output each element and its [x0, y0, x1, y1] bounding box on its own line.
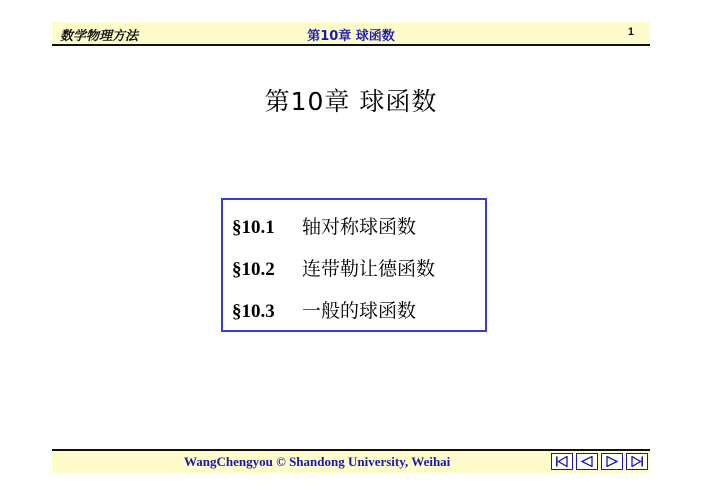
contents-item[interactable] [232, 213, 416, 241]
section-title: 一般的球函数 [302, 300, 417, 322]
section-number: §10.2 [232, 259, 275, 280]
first-page-icon [554, 456, 570, 467]
last-page-button[interactable] [626, 453, 648, 470]
slide-title: 第10章 球函数 [264, 87, 438, 116]
contents-box [221, 198, 487, 332]
nav-buttons [551, 453, 648, 470]
footer-bar [52, 449, 650, 473]
section-number: §10.3 [232, 301, 275, 322]
previous-page-button[interactable] [576, 453, 598, 470]
next-page-button[interactable] [601, 453, 623, 470]
page-number: 1 [627, 26, 634, 38]
course-name: 数学物理方法 [60, 28, 139, 43]
section-title: 连带勒让德函数 [302, 258, 436, 280]
last-page-icon [629, 456, 645, 467]
footer-credit: WangChengyou © Shandong University, Weihai [184, 454, 451, 469]
section-number: §10.1 [232, 217, 275, 238]
first-page-button[interactable] [551, 453, 573, 470]
previous-page-icon [579, 456, 595, 467]
contents-item[interactable] [232, 255, 435, 283]
header-bar [52, 22, 650, 46]
section-title: 轴对称球函数 [302, 216, 417, 238]
next-page-icon [604, 456, 620, 467]
chapter-title-header: 第10章 球函数 [307, 29, 395, 44]
contents-item[interactable] [232, 297, 416, 325]
